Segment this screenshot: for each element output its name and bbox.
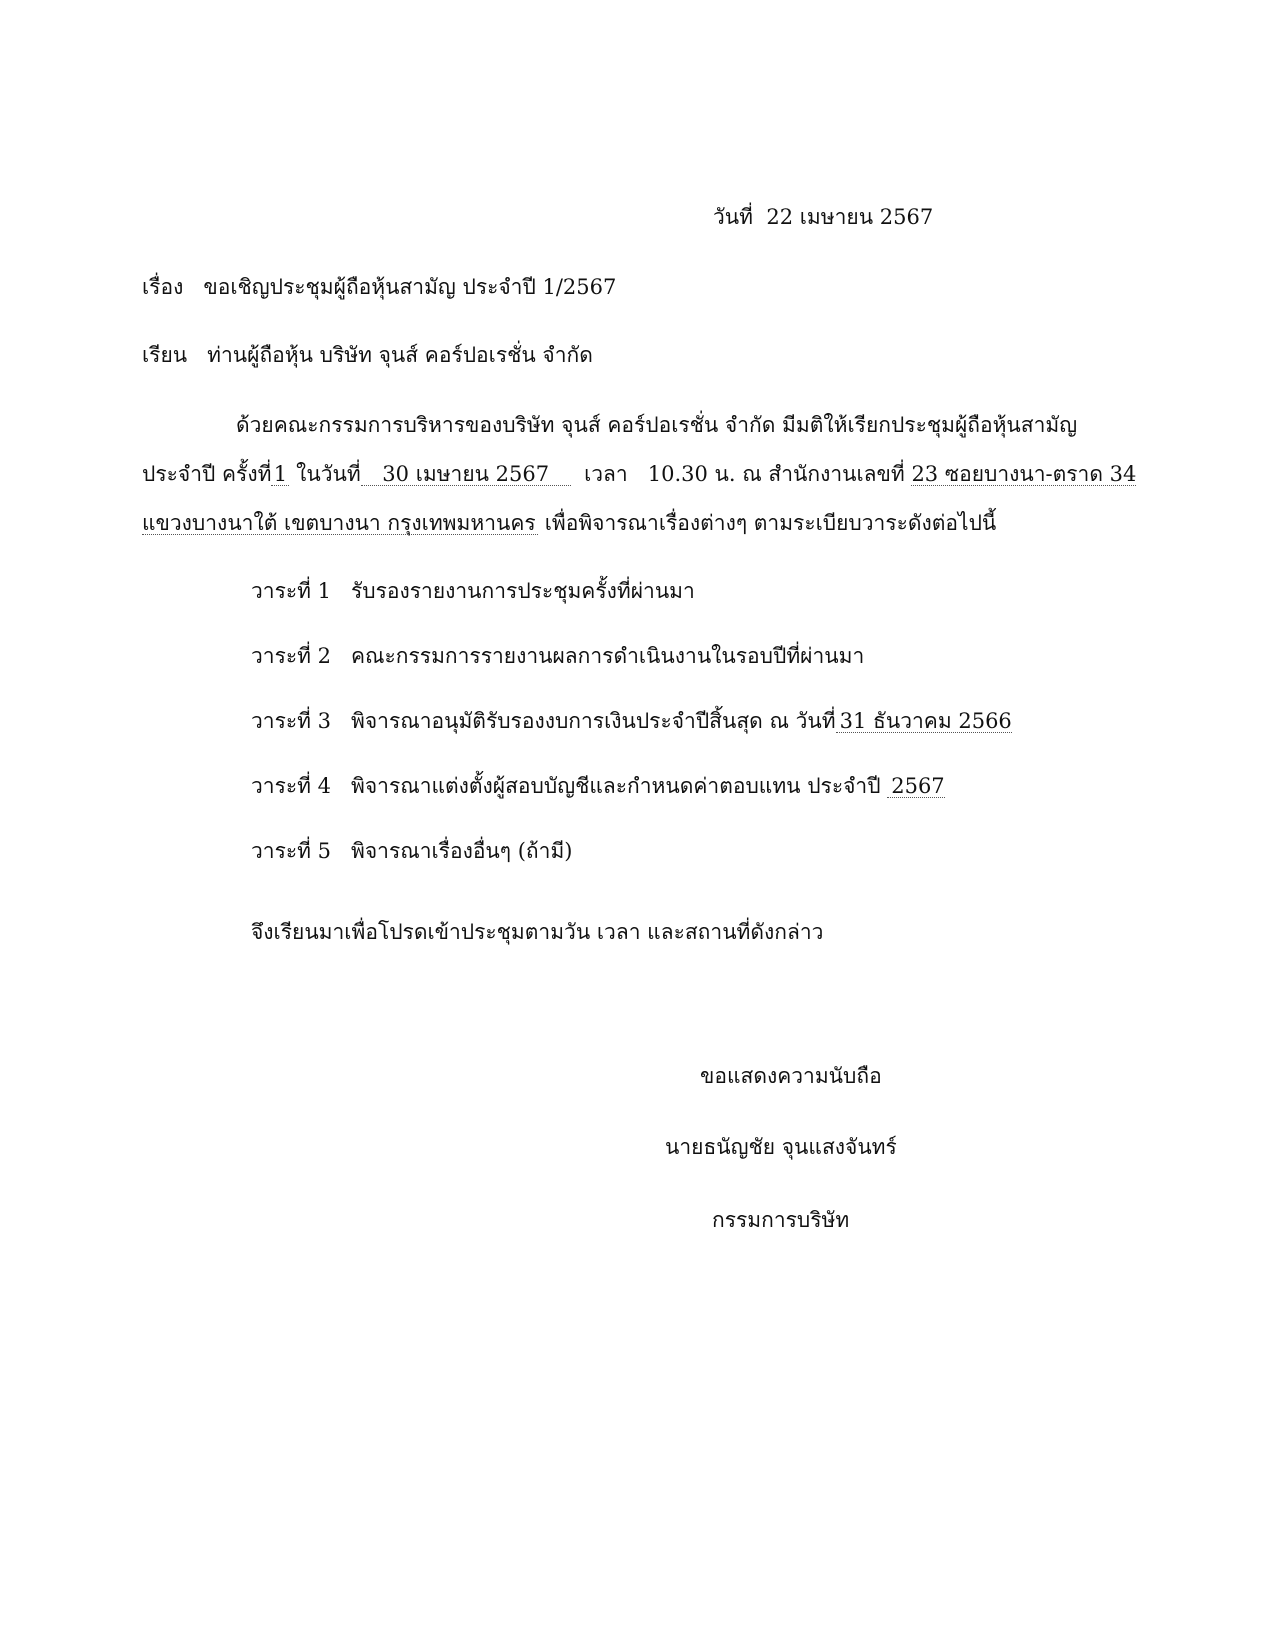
agenda-number: วาระที่ 2 (251, 644, 332, 668)
meeting-date-label: ในวันที่ (296, 462, 361, 486)
body-line-1 (236, 410, 1077, 440)
signer-position: กรรมการบริษัท (712, 1208, 850, 1232)
signature-regards (700, 1061, 882, 1091)
closing-text: จึงเรียนมาเพื่อโปรดเข้าประชุมตามวัน เวลา และสถานที่ดังกล่าว (251, 920, 824, 944)
agenda-item-5 (251, 836, 572, 866)
body-line-2 (142, 459, 1136, 489)
agenda-text: พิจารณาแต่งตั้งผู้สอบบัญชีและกำหนดค่าตอบแทน ประจำปี (351, 774, 881, 798)
meeting-no-field: 1 (271, 463, 289, 486)
agenda-number: วาระที่ 3 (251, 709, 332, 733)
meeting-time-value: 10.30 น. (647, 462, 736, 486)
signer-name: นายธนัญชัย จุนแสงจันทร์ (665, 1135, 897, 1159)
meeting-address-line-1: 23 ซอยบางนา-ตราด 34 (911, 462, 1137, 486)
meeting-place-label: ณ สำนักงานเลขที่ (742, 462, 905, 486)
subject-label: เรื่อง (142, 275, 184, 299)
date-line (713, 202, 933, 232)
meeting-date-field: 30 เมษายน 2567 (361, 463, 571, 486)
body-text-3: เพื่อพิจารณาเรื่องต่างๆ ตามระเบียบวาระดังต่อไปนี้ (544, 511, 997, 535)
subject-text: ขอเชิญประชุมผู้ถือหุ้นสามัญ ประจำปี 1/2567 (203, 275, 617, 299)
recipient-label: เรียน (142, 343, 188, 367)
recipient-text: ท่านผู้ถือหุ้น บริษัท จุนส์ คอร์ปอเรชั่น จำกัด (207, 343, 593, 367)
meeting-time-label: เวลา (584, 462, 628, 486)
recipient-line (142, 340, 593, 370)
regards-text: ขอแสดงความนับถือ (700, 1064, 882, 1088)
agenda-item-4 (251, 771, 945, 801)
meeting-address-line-2: แขวงบางนาใต้ เขตบางนา กรุงเทพมหานคร (142, 512, 538, 535)
body-line-3 (142, 508, 996, 538)
agenda-text: พิจารณาอนุมัติรับรองงบการเงินประจำปีสิ้นสุด ณ วันที่ (351, 709, 836, 733)
subject-line (142, 272, 616, 302)
agenda-text: รับรองรายงานการประชุมครั้งที่ผ่านมา (351, 579, 695, 603)
date-label: วันที่ (713, 205, 753, 229)
signature-position (712, 1205, 849, 1235)
fiscal-year-end-field: 31 ธันวาคม 2566 (836, 710, 1012, 733)
agenda-text: พิจารณาเรื่องอื่นๆ (ถ้ามี) (351, 839, 573, 863)
auditor-year-field: 2567 (887, 775, 944, 798)
agenda-number: วาระที่ 1 (251, 579, 332, 603)
meeting-no-label: ประจำปี ครั้งที่ (142, 462, 272, 486)
agenda-item-3 (251, 706, 1012, 736)
agenda-item-2 (251, 641, 864, 671)
agenda-item-1 (251, 576, 695, 606)
agenda-number: วาระที่ 4 (251, 774, 332, 798)
date-value: 22 เมษายน 2567 (766, 205, 934, 229)
closing-line (251, 917, 823, 947)
agenda-number: วาระที่ 5 (251, 839, 332, 863)
body-text-1: ด้วยคณะกรรมการบริหารของบริษัท จุนส์ คอร์ปอเรชั่น จำกัด มีมติให้เรียกประชุมผู้ถือหุ้นสามัญ (236, 413, 1078, 437)
signature-name (665, 1132, 897, 1162)
agenda-text: คณะกรรมการรายงานผลการดำเนินงานในรอบปีที่ผ่านมา (351, 644, 865, 668)
